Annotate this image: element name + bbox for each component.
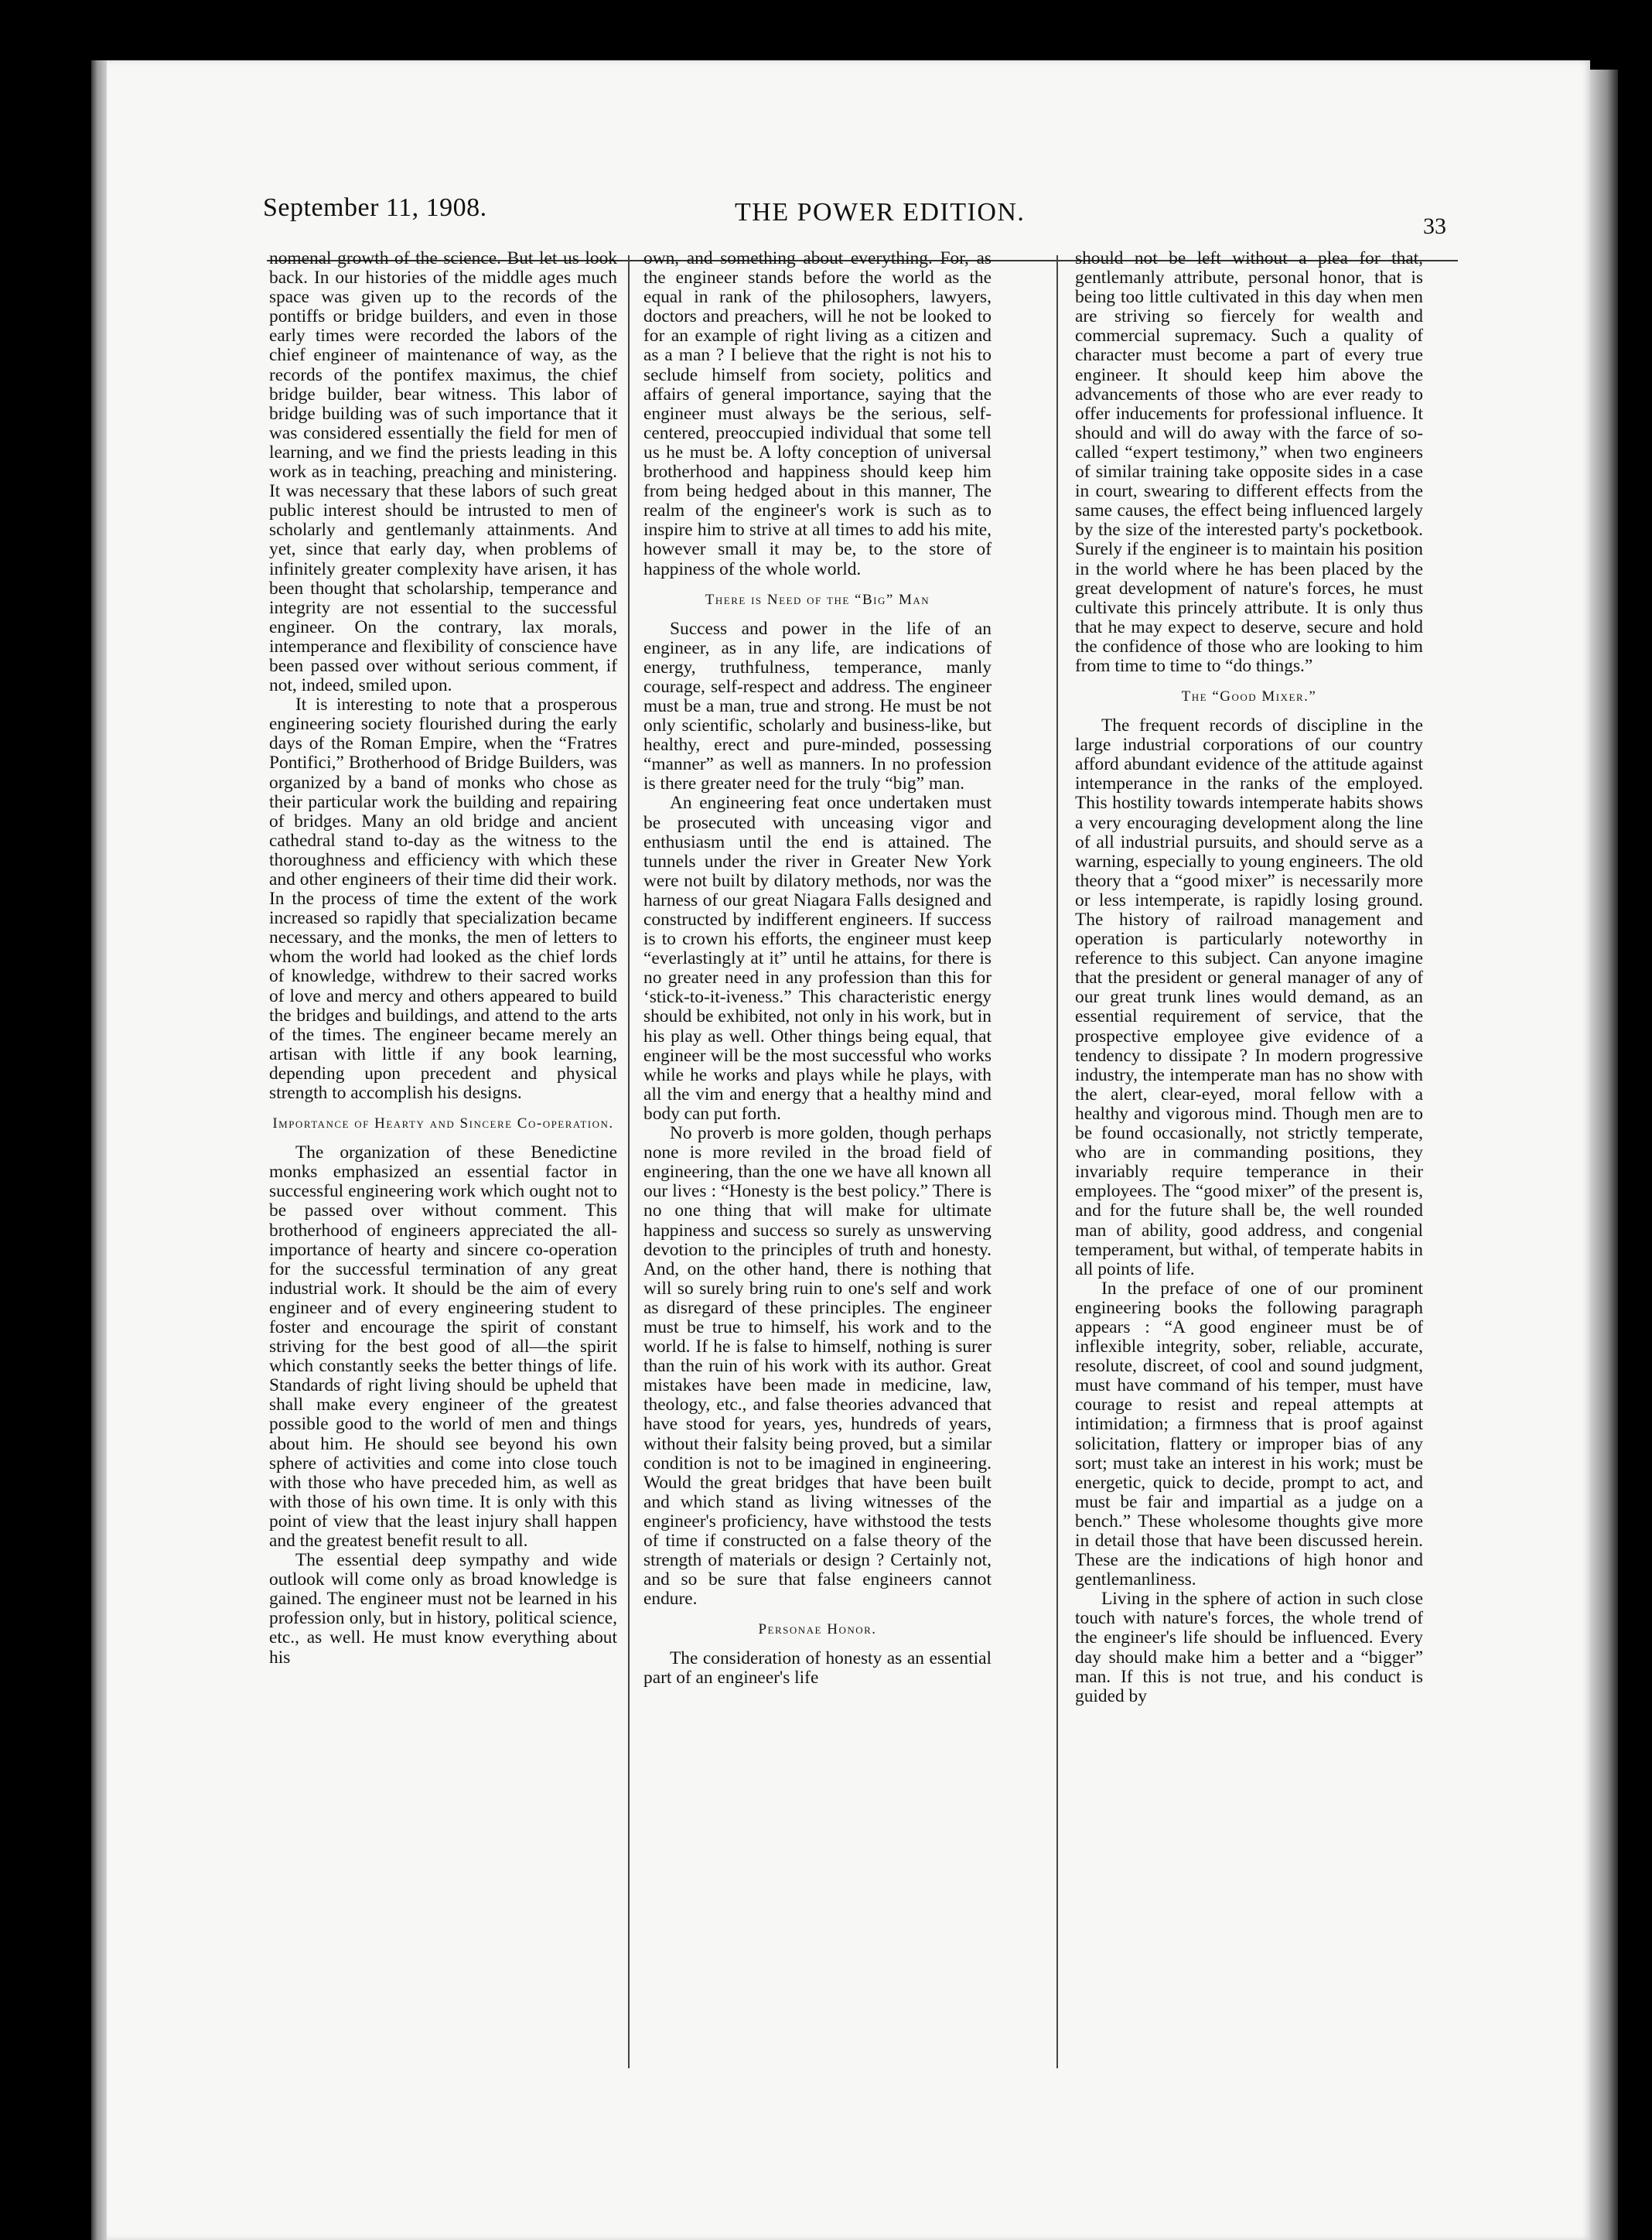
section-heading: Personae Honor. — [758, 1621, 877, 1638]
text-column-2 — [643, 249, 992, 1689]
paragraph: The frequent records of discipline in the large industrial corporations of our country afford abundant evidence of the attitude against intemperance in the ranks of the employed. This hostility towards intemperate habits shows a very encouraging development along the line of all industrial pursuits, and should serve as a warning, especially to young engineers. The old theory that a “good mixer” is necessarily more or less intemperate, is rapidly losing ground. The history of railroad management and operation is particularly noteworthy in reference to this subject. Can anyone imagine that the president or general manager of any of our great trunk lines would demand, as an essential requirement of service, that the prospective employee give evidence of a tendency to dissipate ? In modern progressive industry, the intemperate man has no show with the alert, clear-eyed, moral fellow with a healthy and vigorous mind. Though men are to be found occasionally, not strictly temperate, who are in commanding positions, they invariably require temperance in their employees. The “good mixer” of the present is, and for the future shall be, the well rounded man of ability, good address, and congenial temperament, but withal, of temperate habits in all points of life. — [1075, 715, 1423, 1279]
column-rule-1 — [628, 255, 630, 2068]
paragraph: In the preface of one of our prominent engineering books the following paragraph appears : “A good engineer must be of inflexible integrity, sober, reliable, accurate, resolute, discreet, of cool and sound judgment, must have command of his temper, must have courage to resist and repeal attempts at intimidation; a firmness that is proof against solicitation, flattery or improper bias of any sort; must take an interest in his work; must be energetic, quick to decide, prompt to act, and must be fair and impartial as a judge on a bench.” These wholesome thoughts give more in detail those that have been discussed herein. These are the indications of high honor and gentlemanliness. — [1075, 1278, 1423, 1590]
section-heading: There is Need of the “Big” Man — [705, 591, 930, 608]
paragraph: own, and something about everything. For, as the engineer stands before the world as the equal in rank of the philosophers, lawyers, doctors and preachers, will he not be looked to for an example of right living as a citizen and as a man ? I believe that the right is not his to seclude himself from society, politics and affairs of general importance, saying that the engineer must always be the serious, self-centered, preoccupied individual that some tell us he must be. A lofty conception of universal brotherhood and happiness should keep him from being hedged about in this manner, The realm of the engineer's work is such as to inspire him to strive at all times to add his mite, however small it may be, to the store of happiness of the whole world. — [643, 248, 992, 579]
section-heading: The “Good Mixer.” — [1181, 688, 1317, 705]
paragraph: The essential deep sympathy and wide outlook will come only as broad knowledge is gained. The engineer must not be learned in his profession only, but in history, political science, etc., as well. He must know everything about his — [269, 1550, 617, 1668]
text-column-1 — [269, 249, 617, 1668]
section-heading: Importance of Hearty and Sincere Co-operation. — [272, 1115, 614, 1132]
running-head — [263, 193, 1462, 240]
page-number: 33 — [1423, 213, 1446, 239]
paragraph: Living in the sphere of action in such close touch with nature's forces, the whole trend of the engineer's life should be influenced. Every day should make him a better and a “bigger” man. If this is not true, and his conduct is guided by — [1075, 1589, 1423, 1706]
paragraph: An engineering feat once undertaken must be prosecuted with unceasing vigor and enthusiasm until the end is attained. The tunnels under the river in Greater New York were not built by dilatory methods, nor was the harness of our great Niagara Falls designed and constructed by indifferent engineers. If success is to crown his efforts, the engineer must keep “everlastingly at it” until he attains, for there is no greater need in any profession than this for ‘stick-to-it-iveness.” This characteristic energy should be exhibited, not only in his work, but in his play as well. Other things being equal, that engineer will be the most successful who works while he works and plays while he plays, with all the vim and energy that a healthy mind and body can put forth. — [643, 793, 992, 1124]
publication-title: THE POWER EDITION. — [735, 198, 1026, 227]
paragraph: The organization of these Benedictine monks emphasized an essential factor in successful engineering work which ought not to be passed over without comment. This brotherhood of engineers appreciated the all-importance of hearty and sincere co-operation for the successful termination of any great industrial work. It should be the aim of every engineer and of every engineering student to foster and encourage the spirit of constant striving for the best good of all—the spirit which constantly seeks the better things of life. Standards of right living should be upheld that shall make every engineer of the greatest possible good to the world of men and things about him. He should see beyond his own sphere of activities and come into close touch with those who have preceded him, as well as with those of his own time. It is only with this point of view that the least injury shall happen and the greatest benefit result to all. — [269, 1142, 617, 1551]
paragraph: No proverb is more golden, though perhaps none is more reviled in the broad field of engineering, than the one we have all known all our lives : “Honesty is the best policy.” There is no one thing that will make for ultimate happiness and success so surely as unswerving devotion to the principles of truth and honesty. And, on the other hand, there is nothing that will so surely bring ruin to one's self and work as disregard of these principles. The engineer must be true to himself, his work and to the world. If he is false to himself, nothing is surer than the ruin of his work with its author. Great mistakes have been made in medicine, law, theology, etc., and false theories advanced that have stood for years, yes, hundreds of years, without their falsity being proved, but a similar condition is not to be imagined in engineering. Would the great bridges that have been built and which stand as living witnesses of the engineer's proficiency, have withstood the tests of time if constructed on a false theory of the strength of materials or design ? Certainly not, and so be sure that false engineers cannot endure. — [643, 1123, 992, 1610]
page-edge — [1590, 70, 1618, 2240]
issue-date: September 11, 1908. — [263, 193, 487, 222]
text-column-3 — [1075, 249, 1423, 1706]
column-rule-2 — [1056, 255, 1058, 2068]
paragraph: should not be left without a plea for that, gentlemanly attribute, personal honor, that is being too little cultivated in this day when men are striving so fiercely for wealth and commercial supremacy. Such a quality of character must become a part of every true engineer. It should keep him above the advancements of those who are ever ready to offer inducements for professional influence. It should and will do away with the farce of so-called “expert testimony,” when two engineers of similar training take opposite sides in a case in court, swearing to different effects from the same causes, the effect being influenced largely by the size of the interested party's pocketbook. Surely if the engineer is to maintain his position in the world where he has been placed by the great development of nature's forces, he must cultivate this princely attribute. It is only thus that he may expect to deserve, secure and hold the confidence of those who are looking to him from time to time to “do things.” — [1075, 248, 1423, 676]
paragraph: The consideration of honesty as an essential part of an engineer's life — [643, 1648, 992, 1689]
paragraph: It is interesting to note that a prosperous engineering society flourished during the early days of the Roman Empire, when the “Fratres Pontifici,” Brotherhood of Bridge Builders, was organized by a band of monks who chose as their particular work the building and repairing of bridges. Many an old bridge and ancient cathedral stand to-day as the witness to the thoroughness and efficiency with which these and other engineers of their time did their work. In the process of time the extent of the work increased so rapidly that specialization became necessary, and the monks, the men of letters to whom the world had looked as the chief lords of knowledge, withdrew to their sacred works of love and mercy and others appeared to build the bridges and buildings, and attend to the arts of the times. The engineer became merely an artisan with little if any book learning, depending upon precedent and physical strength to accomplish his designs. — [269, 695, 617, 1104]
paragraph: nomenal growth of the science. But let us look back. In our histories of the middle ages much space was given up to the records of the pontiffs or bridge builders, and even in those early times were recorded the labors of the chief engineer of maintenance of way, as the records of the pontifex maximus, the chief bridge builder, bear witness. This labor of bridge building was of such importance that it was considered essentially the field for men of learning, and we find the priests leading in this work as in teaching, preaching and ministering. It was necessary that these labors of such great public interest should be intrusted to men of scholarly and gentlemanly attainments. And yet, since that early day, when problems of infinitely greater complexity have arisen, it has been thought that scholarship, temperance and integrity are not essential to the successful engineer. On the contrary, lax morals, intemperance and flexibility of conscience have been passed over without serious comment, if not, indeed, smiled upon. — [269, 248, 617, 696]
spine-edge — [91, 60, 107, 2240]
paragraph: Success and power in the life of an engineer, as in any life, are indications of energy, truthfulness, temperance, manly courage, self-respect and address. The engineer must be a man, true and strong. He must be not only scientific, scholarly and business-like, but healthy, erect and pure-minded, possessing “manner” as well as manners. In no profession is there greater need for the truly “big” man. — [643, 618, 992, 794]
